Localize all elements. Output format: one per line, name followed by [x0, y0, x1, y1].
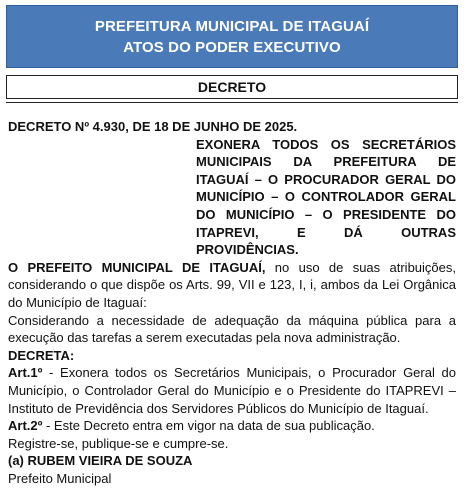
article-1-label: Art.1º: [8, 365, 43, 381]
page-header: [6, 5, 458, 68]
considering-clause: Considerando a necessidade de adequação da máquina pública para a execução das tarefas a serem executadas pela nova administração.: [8, 312, 456, 346]
decreta-heading: DECRETA:: [8, 347, 75, 363]
signatory-role: Prefeito Municipal: [8, 470, 112, 486]
header-title: PREFEITURA MUNICIPAL DE ITAGUAÍ: [94, 17, 370, 35]
header-subtitle: ATOS DO PODER EXECUTIVO: [123, 38, 341, 56]
closing-formula: Registre-se, publique-se e cumpre-se.: [8, 435, 229, 451]
article-1-text: - Exonera todos os Secretários Municipais, o Procurador Geral do Município, o Controlador Geral do Município e o Presidente do ITAPREVI – Instituto de Previdência dos Servidores Públicos do Município de Itaguaí.: [8, 365, 456, 416]
article-2-label: Art.2º: [8, 418, 43, 434]
signatory-name: (a) RUBEM VIEIRA DE SOUZA: [8, 453, 193, 469]
preamble-text: no uso de suas atribuições, considerando o que dispõe os Arts. 99, VII e 123, I, i, ambos da Lei Orgânica do Município de Itaguaí:: [8, 259, 456, 310]
decree-ementa: EXONERA TODOS OS SECRETÁRIOS MUNICIPAIS DA PREFEITURA DE ITAGUAÍ – O PROCURADOR GERAL DO MUNICÍPIO – O CONTROLADOR GERAL DO MUNICÍPIO – O PRESIDENTE DO ITAPREVI, E DÁ OUTRAS PROVIDÊNCIAS.: [196, 136, 456, 258]
preamble: [8, 259, 456, 312]
decree-title: DECRETO Nº 4.930, DE 18 DE JUNHO DE 2025.: [8, 119, 298, 134]
divider: [6, 102, 458, 103]
article-2: [8, 417, 456, 435]
decree-body: [8, 118, 456, 487]
article-1: [8, 364, 456, 417]
article-2-text: - Este Decreto entra em vigor na data de sua publicação.: [42, 418, 375, 434]
document-type-box: DECRETO: [6, 75, 458, 99]
preamble-authority: O PREFEITO MUNICIPAL DE ITAGUAÍ,: [8, 259, 266, 275]
